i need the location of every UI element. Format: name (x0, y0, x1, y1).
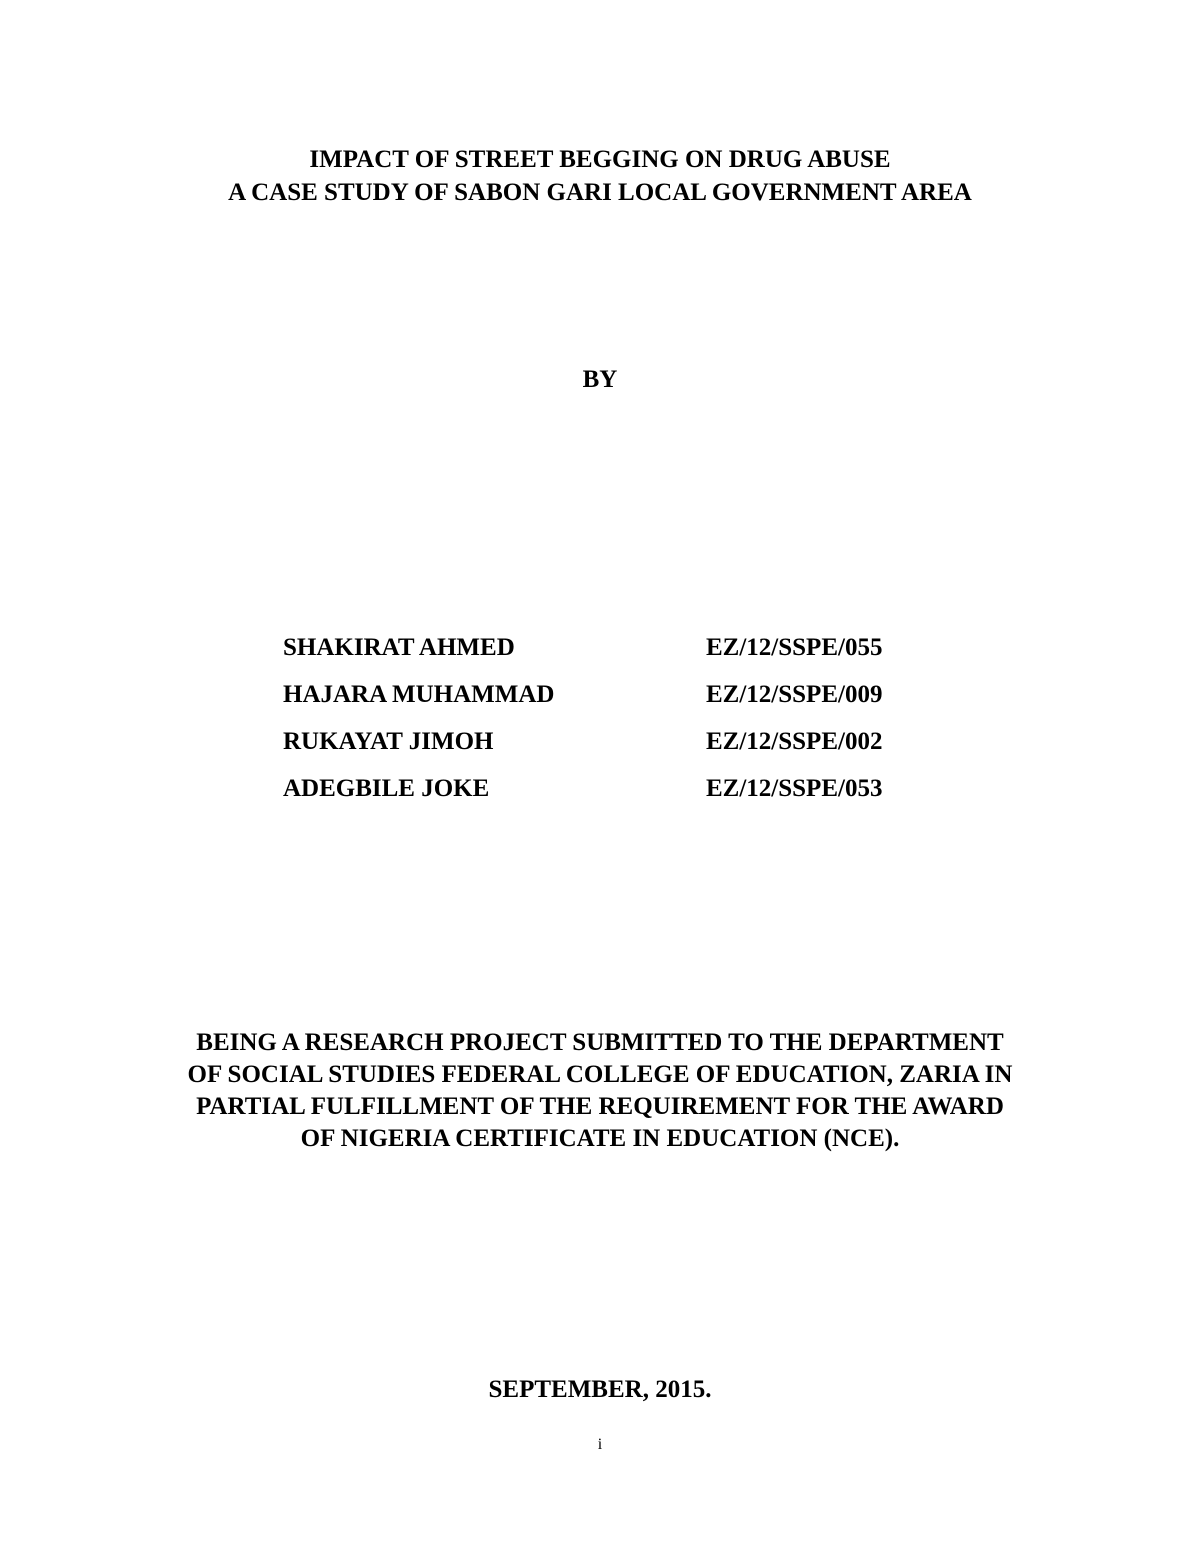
project-title (0, 143, 1200, 209)
author-registration-number: EZ/12/SSPE/055 (706, 634, 883, 661)
author-row (283, 633, 983, 680)
author-registration-number: EZ/12/SSPE/053 (706, 775, 883, 802)
title-line-2: A CASE STUDY OF SABON GARI LOCAL GOVERNMENT AREA (228, 179, 972, 206)
author-registration-number: EZ/12/SSPE/009 (706, 681, 883, 708)
by-label: BY (582, 366, 618, 393)
submission-line: OF NIGERIA CERTIFICATE IN EDUCATION (NCE). (300, 1125, 900, 1152)
author-registration-number: EZ/12/SSPE/002 (706, 728, 883, 755)
submission-line: PARTIAL FULFILLMENT OF THE REQUIREMENT FOR THE AWARD (196, 1093, 1004, 1120)
authors-list (283, 633, 983, 821)
submission-date: SEPTEMBER, 2015. (488, 1376, 712, 1403)
author-row (283, 727, 983, 774)
author-name: ADEGBILE JOKE (283, 775, 490, 802)
title-line-1: IMPACT OF STREET BEGGING ON DRUG ABUSE (309, 146, 891, 173)
author-row (283, 774, 983, 821)
author-row (283, 680, 983, 727)
author-name: SHAKIRAT AHMED (283, 634, 515, 661)
submission-line: OF SOCIAL STUDIES FEDERAL COLLEGE OF EDUCATION, ZARIA IN (187, 1061, 1013, 1088)
author-name: HAJARA MUHAMMAD (283, 681, 555, 708)
author-name: RUKAYAT JIMOH (283, 728, 494, 755)
submission-statement (0, 1027, 1200, 1155)
submission-line: BEING A RESEARCH PROJECT SUBMITTED TO THE DEPARTMENT (196, 1029, 1004, 1056)
page-number: i (597, 1436, 603, 1453)
